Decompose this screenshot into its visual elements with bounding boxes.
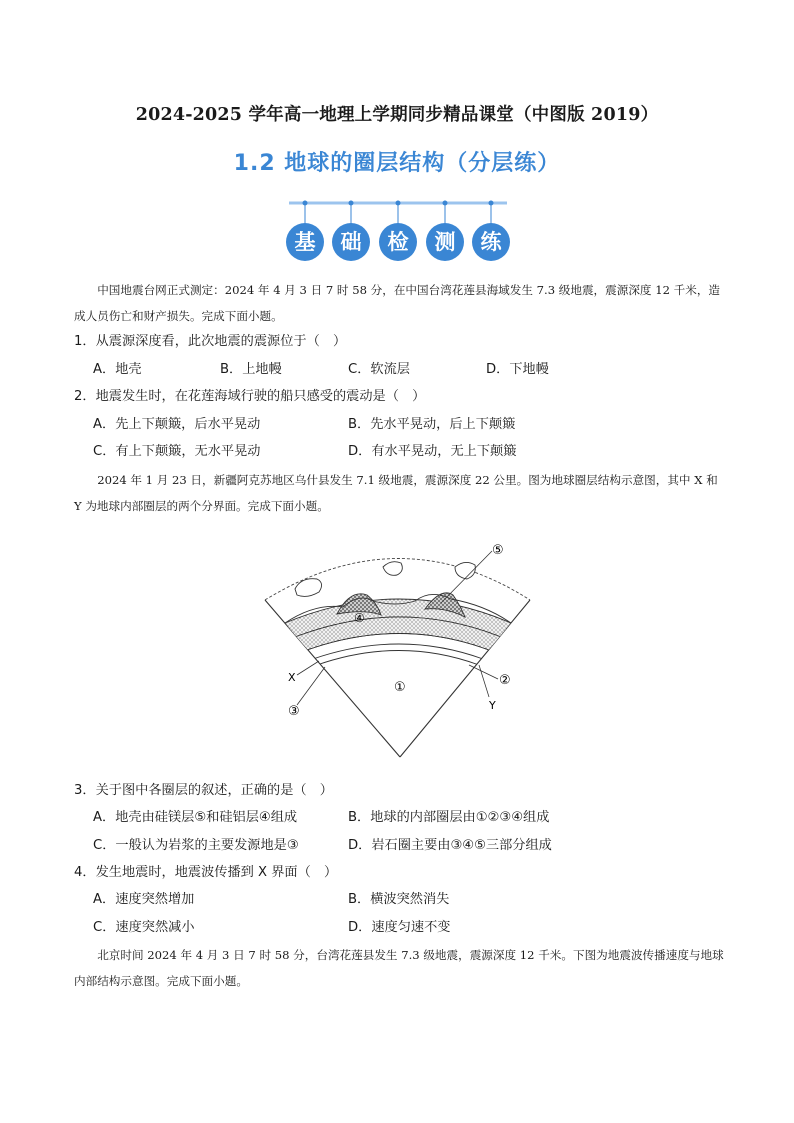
banner-char-3: 检 <box>379 223 417 261</box>
label-2: ② <box>499 673 511 688</box>
island-2 <box>383 562 402 576</box>
q2-option-a: A．先上下颠簸，后水平晃动 <box>93 417 261 432</box>
leader-y <box>479 665 489 697</box>
q4-option-b: B．横波突然消失 <box>348 892 450 907</box>
q3-option-b: B．地球的内部圈层由①②③④组成 <box>348 810 550 825</box>
passage-1: 中国地震台网正式测定：2024 年 4 月 3 日 7 时 58 分，在中国台湾花莲县海域发生 7.3 级地震，震源深度 12 千米，造成人员伤亡和财产损失。完成下面小题。 <box>74 283 721 323</box>
earth-layers-diagram <box>255 537 545 767</box>
q1-option-d: D．下地幔 <box>486 362 549 377</box>
question-2-stem: 2．地震发生时，在花莲海域行驶的船只感受的震动是（ ） <box>74 389 426 404</box>
label-1: ① <box>394 680 406 695</box>
q2-option-c: C．有上下颠簸，无水平晃动 <box>93 444 261 459</box>
banner-char-1: 基 <box>286 223 324 261</box>
q3-option-c: C．一般认为岩浆的主要发源地是③ <box>93 838 299 853</box>
banner-char-4: 测 <box>426 223 464 261</box>
question-4-stem: 4．发生地震时，地震波传播到 X 界面（ ） <box>74 865 338 880</box>
banner-char-5: 练 <box>472 223 510 261</box>
section-banner <box>285 196 511 266</box>
banner-char-2: 础 <box>332 223 370 261</box>
boundary-inner <box>317 651 479 666</box>
island-1 <box>295 579 322 597</box>
label-5: ⑤ <box>492 543 504 558</box>
document-title: 2024-2025 学年高一地理上学期同步精品课堂（中图版 2019） <box>135 105 659 125</box>
question-1-stem: 1．从震源深度看，此次地震的震源位于（ ） <box>74 334 347 349</box>
q1-option-b: B．上地幔 <box>220 362 282 377</box>
q1-option-a: A．地壳 <box>93 362 142 377</box>
label-x: X <box>288 671 296 684</box>
label-y: Y <box>489 699 496 712</box>
passage-3: 北京时间 2024 年 4 月 3 日 7 时 58 分，台湾花莲县发生 7.3 级地震，震源深度 12 千米。下图为地震波传播速度与地球内部结构示意图。完成下面小题。 <box>74 948 724 988</box>
q4-option-d: D．速度匀速不变 <box>348 920 451 935</box>
q2-option-b: B．先水平晃动，后上下颠簸 <box>348 417 516 432</box>
q4-option-a: A．速度突然增加 <box>93 892 195 907</box>
passage-2: 2024 年 1 月 23 日，新疆阿克苏地区乌什县发生 7.1 级地震，震源深度 22 公里。图为地球圈层结构示意图，其中 X 和 Y 为地球内部圈层的两个分界面。完成下面小题。 <box>74 473 718 513</box>
leader-5 <box>441 551 492 603</box>
q2-option-d: D．有水平晃动，无上下颠簸 <box>348 444 517 459</box>
boundary-y <box>313 644 483 659</box>
question-3-stem: 3．关于图中各圈层的叙述，正确的是（ ） <box>74 783 333 798</box>
leader-x <box>297 661 319 675</box>
label-4: ④ <box>354 611 365 625</box>
q1-option-c: C．软流层 <box>348 362 410 377</box>
q3-option-d: D．岩石圈主要由③④⑤三部分组成 <box>348 838 552 853</box>
leader-2 <box>469 665 498 679</box>
q3-option-a: A．地壳由硅镁层⑤和硅铝层④组成 <box>93 810 298 825</box>
lesson-title: 1.2 地球的圈层结构（分层练） <box>233 151 561 176</box>
banner-dots <box>285 196 511 226</box>
label-3: ③ <box>288 704 300 719</box>
q4-option-c: C．速度突然减小 <box>93 920 195 935</box>
